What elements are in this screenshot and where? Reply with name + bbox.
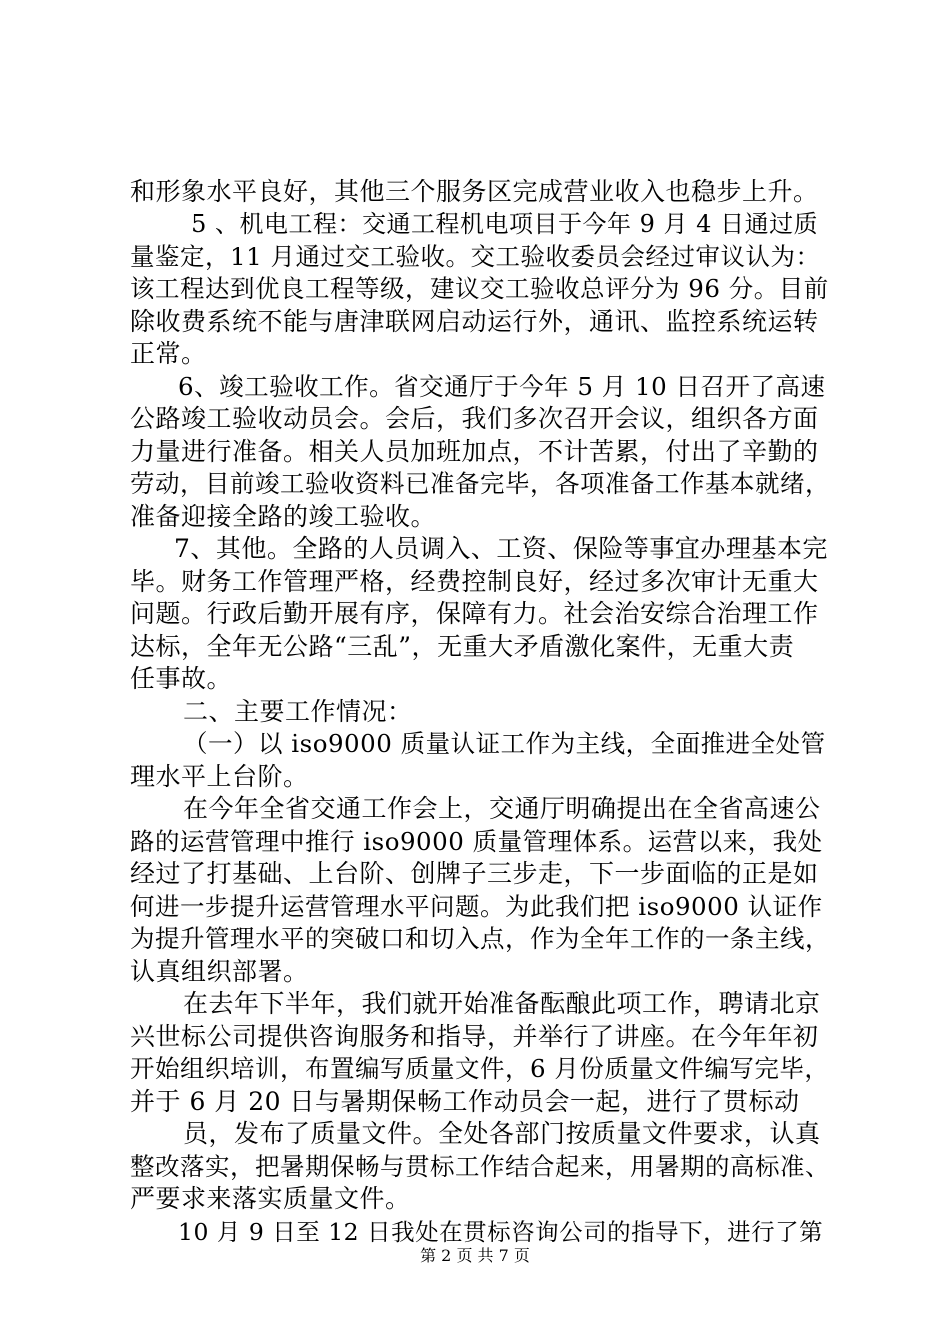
- text-line: 该工程达到优良工程等级，建议交工验收总评分为 96 分。目前: [130, 274, 829, 303]
- text-line: 整改落实，把暑期保畅与贯标工作结合起来，用暑期的高标准、: [130, 1152, 830, 1181]
- text-line: 10 月 9 日至 12 日我处在贯标咨询公司的指导下，进行了第: [178, 1218, 824, 1246]
- text-line: 正常。: [130, 339, 207, 368]
- text-line: 路的运营管理中推行 iso9000 质量管理体系。运营以来，我处: [130, 827, 823, 856]
- text-line: 严要求来落实质量文件。: [130, 1184, 411, 1213]
- text-line: 7、其他。全路的人员调入、工资、保险等事宜办理基本完: [174, 534, 828, 563]
- text-line: 在今年全省交通工作会上，交通厅明确提出在全省高速公: [183, 794, 821, 823]
- subsection-heading: 理水平上台阶。: [130, 762, 309, 791]
- text-line: 毕。财务工作管理严格，经费控制良好，经过多次审计无重大: [130, 567, 819, 596]
- text-line: 和形象水平良好，其他三个服务区完成营业收入也稳步上升。: [130, 177, 819, 206]
- text-line: 达标，全年无公路“三乱”，无重大矛盾激化案件，无重大责: [130, 632, 795, 661]
- text-line: 公路竣工验收动员会。会后，我们多次召开会议，组织各方面: [130, 404, 819, 433]
- text-line: 问题。行政后勤开展有序，保障有力。社会治安综合治理工作: [130, 599, 819, 628]
- text-line: 除收费系统不能与唐津联网启动运行外，通讯、监控系统运转: [130, 307, 819, 336]
- text-line: 认真组织部署。: [130, 957, 309, 986]
- text-line: 并于 6 月 20 日与暑期保畅工作动员会一起，进行了贯标动: [130, 1087, 800, 1116]
- text-line: 6、竣工验收工作。省交通厅于今年 5 月 10 日召开了高速: [178, 372, 826, 401]
- text-line: 量鉴定，11 月通过交工验收。交工验收委员会经过审议认为：: [130, 242, 821, 271]
- subsection-heading: （一）以 iso9000 质量认证工作为主线，全面推进全处管: [183, 729, 826, 758]
- text-line: 力量进行准备。相关人员加班加点，不计苦累，付出了辛勤的: [130, 437, 819, 466]
- page-number-footer: 第 2 页 共 7 页: [420, 1246, 530, 1265]
- text-line: 为提升管理水平的突破口和切入点，作为全年工作的一条主线，: [130, 924, 830, 953]
- text-line: 兴世标公司提供咨询服务和指导，并举行了讲座。在今年年初: [130, 1022, 819, 1051]
- text-line: 开始组织培训，布置编写质量文件，6 月份质量文件编写完毕，: [130, 1054, 830, 1083]
- text-line: 在去年下半年，我们就开始准备酝酿此项工作，聘请北京: [183, 989, 821, 1018]
- text-line: 准备迎接全路的竣工验收。: [130, 502, 437, 531]
- section-heading: 二、主要工作情况：: [183, 697, 413, 726]
- text-line: 任事故。: [130, 664, 233, 693]
- text-line: 劳动，目前竣工验收资料已准备完毕，各项准备工作基本就绪，: [130, 469, 830, 498]
- text-line: 5 、机电工程：交通工程机电项目于今年 9 月 4 日通过质: [183, 210, 819, 238]
- text-line: 员，发布了质量文件。全处各部门按质量文件要求，认真: [183, 1119, 821, 1148]
- text-line: 经过了打基础、上台阶、创牌子三步走，下一步面临的正是如: [130, 859, 819, 888]
- text-line: 何进一步提升运营管理水平问题。为此我们把 iso9000 认证作: [130, 892, 823, 921]
